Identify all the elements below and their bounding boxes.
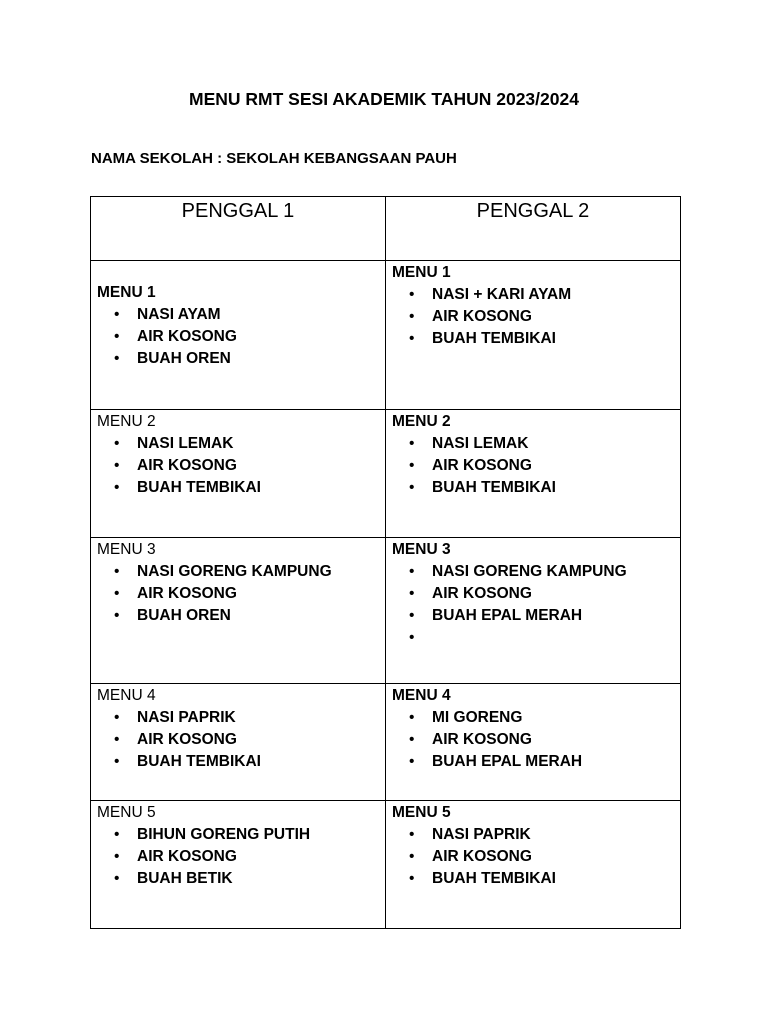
menu-item-list — [97, 824, 379, 890]
menu-item-list — [392, 824, 674, 890]
list-item: • BUAH TEMBIKAI — [432, 477, 674, 499]
header-penggal-1: PENGGAL 1 — [91, 197, 386, 261]
list-item: • AIR KOSONG — [432, 306, 674, 328]
list-item: • AIR KOSONG — [137, 326, 379, 348]
school-name: NAMA SEKOLAH : SEKOLAH KEBANGSAAN PAUH — [91, 150, 457, 167]
list-item: • BUAH TEMBIKAI — [432, 328, 674, 350]
menu-cell-penggal-2 — [386, 538, 681, 684]
list-item: • BUAH BETIK — [137, 868, 379, 890]
menu-cell-penggal-1 — [91, 684, 386, 801]
menu-label: MENU 5 — [97, 804, 156, 821]
menu-item-list — [392, 707, 674, 773]
list-item: • AIR KOSONG — [432, 846, 674, 868]
list-item: • BUAH EPAL MERAH — [432, 751, 674, 773]
list-item: • NASI GORENG KAMPUNG — [137, 561, 379, 583]
list-item: • NASI LEMAK — [137, 433, 379, 455]
list-item: • AIR KOSONG — [137, 729, 379, 751]
list-item: • BUAH TEMBIKAI — [137, 751, 379, 773]
table-row — [91, 801, 681, 929]
list-item: • MI GORENG — [432, 707, 674, 729]
list-item: • AIR KOSONG — [432, 729, 674, 751]
menu-cell-penggal-1 — [91, 261, 386, 410]
list-item: • NASI PAPRIK — [137, 707, 379, 729]
list-item: • AIR KOSONG — [432, 583, 674, 605]
menu-item-list — [392, 284, 674, 350]
menu-label: MENU 2 — [392, 413, 451, 430]
list-item: • AIR KOSONG — [137, 846, 379, 868]
table-row — [91, 684, 681, 801]
menu-label: MENU 3 — [97, 541, 156, 558]
menu-cell-penggal-1 — [91, 801, 386, 929]
menu-label: MENU 1 — [97, 284, 156, 301]
list-item: • BUAH EPAL MERAH — [432, 605, 674, 627]
list-item: • NASI PAPRIK — [432, 824, 674, 846]
list-item: • NASI LEMAK — [432, 433, 674, 455]
menu-label: MENU 2 — [97, 413, 156, 430]
header-penggal-2: PENGGAL 2 — [386, 197, 681, 261]
list-item: • NASI AYAM — [137, 304, 379, 326]
list-item: • BIHUN GORENG PUTIH — [137, 824, 379, 846]
list-item: • NASI + KARI AYAM — [432, 284, 674, 306]
menu-cell-penggal-2 — [386, 261, 681, 410]
menu-cell-penggal-1 — [91, 410, 386, 538]
menu-label: MENU 1 — [392, 264, 451, 281]
table-header-row — [91, 197, 681, 261]
menu-cell-penggal-2 — [386, 684, 681, 801]
menu-cell-penggal-1 — [91, 538, 386, 684]
menu-label: MENU 3 — [392, 541, 451, 558]
list-item: • NASI GORENG KAMPUNG — [432, 561, 674, 583]
list-item: • BUAH OREN — [137, 605, 379, 627]
table-row — [91, 261, 681, 410]
menu-item-list — [392, 561, 674, 649]
menu-label: MENU 5 — [392, 804, 451, 821]
document-title: MENU RMT SESI AKADEMIK TAHUN 2023/2024 — [189, 89, 579, 109]
menu-item-list — [97, 707, 379, 773]
list-item: • AIR KOSONG — [137, 583, 379, 605]
menu-item-list — [392, 433, 674, 499]
table-row — [91, 410, 681, 538]
list-item: • AIR KOSONG — [432, 455, 674, 477]
menu-item-list — [97, 561, 379, 627]
menu-item-list — [97, 433, 379, 499]
menu-item-list — [97, 304, 379, 370]
list-item-empty — [432, 627, 674, 649]
menu-table — [90, 196, 681, 929]
menu-cell-penggal-2 — [386, 801, 681, 929]
table-row — [91, 538, 681, 684]
list-item: • BUAH TEMBIKAI — [432, 868, 674, 890]
menu-label: MENU 4 — [97, 687, 156, 704]
list-item: • BUAH TEMBIKAI — [137, 477, 379, 499]
list-item: • AIR KOSONG — [137, 455, 379, 477]
menu-cell-penggal-2 — [386, 410, 681, 538]
menu-label: MENU 4 — [392, 687, 451, 704]
list-item: • BUAH OREN — [137, 348, 379, 370]
